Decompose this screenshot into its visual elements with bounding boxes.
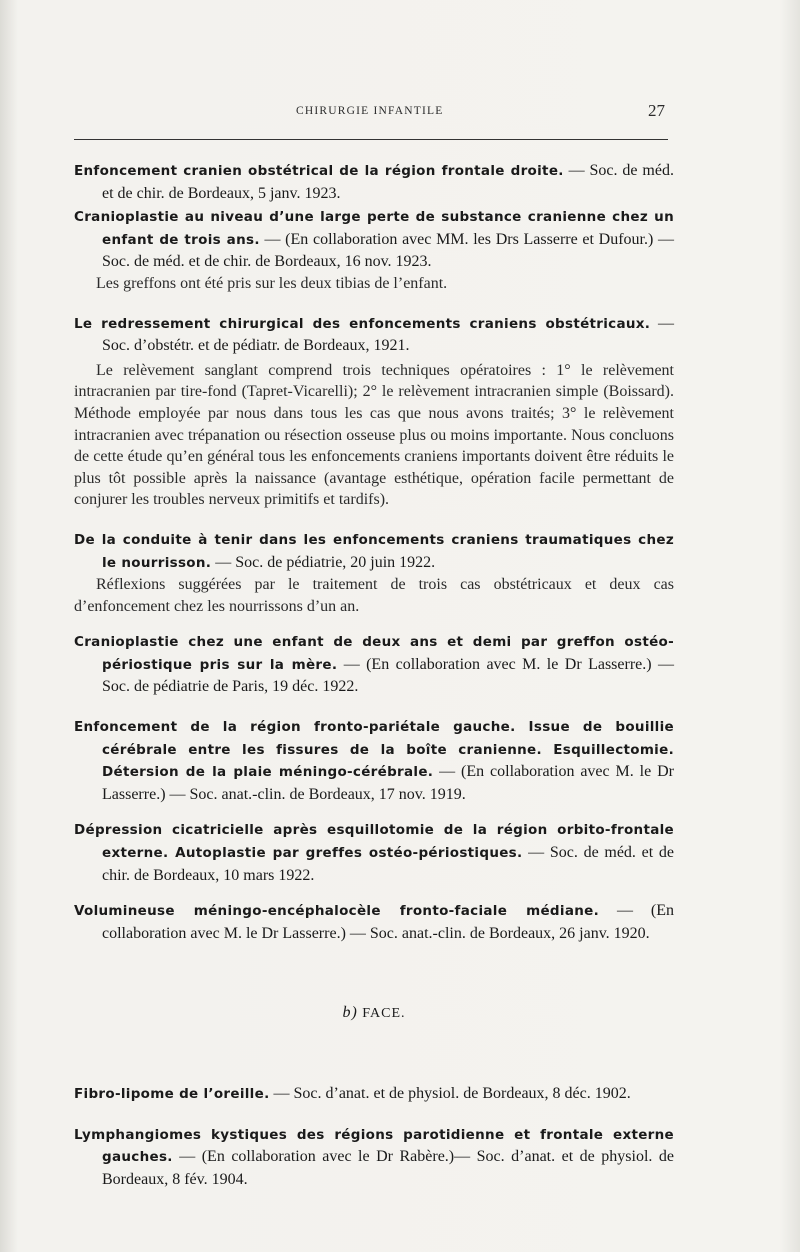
page-number: 27	[648, 101, 665, 120]
entry-title: Enfoncement cranien obstétrical de la région frontale droite.	[74, 163, 564, 179]
entry-summary: Les greffons ont été pris sur les deux tibias de l’enfant.	[96, 274, 448, 292]
section-label: b)	[342, 1004, 358, 1022]
entry-citation: — Soc. d’obstétr. et de pédiatr. de Bordeaux, 1921.	[102, 314, 675, 355]
publication-entry	[74, 819, 674, 886]
entry-title: Lymphangiomes kystiques des régions parotidienne et frontale externe gauches.	[74, 1126, 674, 1166]
publication-entry	[74, 206, 674, 294]
section-heading	[74, 1002, 674, 1025]
entry-citation: — (En collaboration avec le Dr Rabère.)— Soc. d’anat. et de physiol. de Bordeaux, 8 fév. 1904.	[102, 1148, 674, 1188]
publication-entry	[74, 900, 674, 944]
entry-citation: — (En collaboration avec MM. les Drs Lasserre et Dufour.) — Soc. de méd. et de chir. de Bordeaux, 16 nov. 1923.	[102, 230, 674, 271]
entry-title: Fibro-lipome de l’oreille.	[74, 1086, 270, 1102]
entry-title: Dépression cicatricielle après esquillotomie de la région orbito-frontale externe. Autoplastie par greffes ostéo-périostiques.	[74, 822, 674, 862]
header-rule	[74, 139, 668, 140]
entry-citation: — Soc. de méd. et de chir. de Bordeaux, 5 janv. 1923.	[102, 162, 674, 202]
entry-title: Le redressement chirurgical des enfoncements craniens obstétricaux.	[74, 315, 651, 332]
publication-entry	[74, 313, 674, 511]
running-head-title: CHIRURGIE INFANTILE	[296, 105, 444, 117]
publication-entry	[74, 160, 674, 204]
entry-citation: — (En collaboration avec M. le Dr Lasserre.) — Soc. anat.-clin. de Bordeaux, 17 nov. 1919.	[102, 763, 674, 803]
entry-citation: — (En collaboration avec M. le Dr Lasserre.) — Soc. anat.-clin. de Bordeaux, 26 janv. 1920.	[102, 902, 674, 942]
publication-entry	[74, 631, 674, 698]
publication-entry	[74, 529, 674, 617]
publication-entry	[74, 1124, 674, 1191]
entry-citation: — Soc. de méd. et de chir. de Bordeaux, 10 mars 1922.	[102, 844, 674, 884]
publication-entry	[74, 716, 674, 805]
running-head	[0, 101, 800, 123]
entry-summary: Réflexions suggérées par le traitement de trois cas obstétricaux et deux cas d’enfoncement chez les nourrissons d’un an.	[74, 576, 674, 615]
publication-entry	[74, 1083, 674, 1106]
entry-title: Cranioplastie chez une enfant de deux ans et demi par greffon ostéo-périostique pris sur la mère.	[74, 634, 674, 673]
entry-citation: — Soc. de pédiatrie, 20 juin 1922.	[211, 553, 436, 571]
publication-list	[74, 160, 674, 1190]
entry-citation: — Soc. d’anat. et de physiol. de Bordeaux, 8 déc. 1902.	[269, 1085, 631, 1102]
entry-title: Enfoncement de la région fronto-pariétale gauche. Issue de bouillie cérébrale entre les fissures de la boîte cranienne. Esquillectomie. Détersion de la plaie méningo-cérébrale.	[74, 719, 674, 781]
entry-summary: Le relèvement sanglant comprend trois techniques opératoires : 1° le relèvement intracranien par tire-fond (Tapret-Vicarelli); 2° le relèvement intracranien simple (Boissard). Méthode employée par nous dans tous les cas que nous avons traités; 3° le relèvement intracranien avec trépanation ou résection osseuse plus ou moins importante. Nous concluons de cette étude qu’en général tous les enfoncements craniens importants doivent être réduits le plus tôt possible après la naissance (avantage esthétique, opération facile permettant de conjurer les troubles nerveux primitifs et tardifs).	[74, 361, 674, 509]
section-title: FACE.	[362, 1006, 406, 1022]
entry-title: De la conduite à tenir dans les enfoncements craniens traumatiques chez le nourrisson.	[74, 531, 674, 571]
entry-title: Volumineuse méningo-encéphalocèle fronto-faciale médiane.	[74, 903, 600, 920]
entry-citation: — (En collaboration avec M. le Dr Lasserre.) — Soc. de pédiatrie de Paris, 19 déc. 1922.	[102, 655, 674, 696]
entry-title: Cranioplastie au niveau d’une large perte de substance cranienne chez un enfant de trois ans.	[74, 209, 674, 248]
